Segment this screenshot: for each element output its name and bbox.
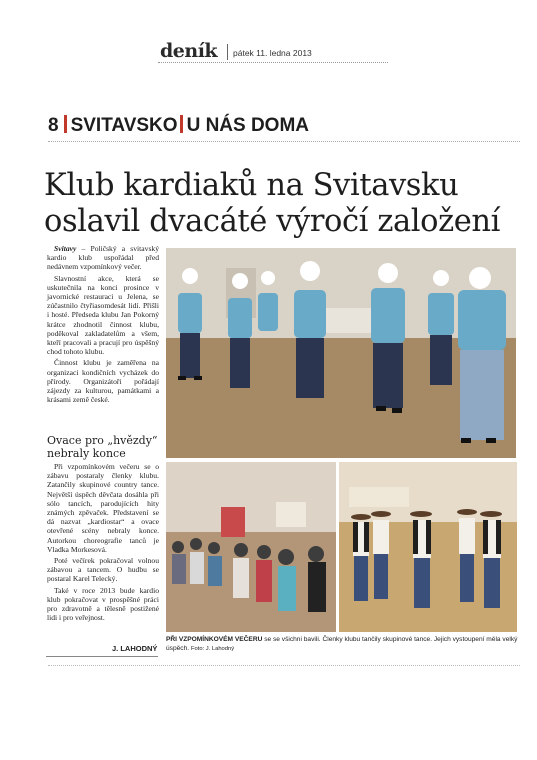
caption-text: se se všichni bavili.: [262, 636, 323, 643]
article-body-continued: [47, 462, 159, 624]
caption-text-2: Členky klubu tančily skupinové tance. Jejich vystoupení měla velký úspěch.: [166, 636, 518, 652]
article-paragraph: Také v roce 2013 bude kardio klub pokračovat v prospěšné práci pro zdravotně a tělesně postižené lidi i pro veřejnost.: [47, 585, 159, 623]
issue-date: pátek 11. ledna 2013: [233, 48, 312, 58]
photo-country-line-dance: [339, 462, 517, 632]
article-paragraph: Činnost klubu je zaměřena na organizaci kondičních vycházek do přírody. Organizátoři pořádají zájezdy za kulturou, památkami a krásami země české.: [47, 358, 159, 405]
section-rubric: U NÁS DOMA: [186, 115, 310, 136]
article-body: [47, 244, 159, 406]
article-dateline: Svitavy: [54, 244, 77, 253]
masthead-rule: [158, 62, 388, 63]
column-rule: [46, 656, 158, 657]
masthead: [0, 38, 537, 64]
photo-credit: Foto: J. Lahodný: [190, 645, 235, 652]
section-header: [48, 115, 309, 139]
caption-lead: PŘI VZPOMÍNKOVÉM VEČERU: [166, 636, 263, 643]
photo-caption: [166, 636, 518, 653]
footer-rule: [48, 665, 520, 666]
article-byline: J. LAHODNÝ: [112, 644, 158, 653]
photo-guests-dancing: [166, 462, 336, 632]
section-region: SVITAVSKO: [70, 115, 178, 136]
article-paragraph: Při vzpomínkovém večeru se o zábavu postaraly členky klubu. Zatančily skupinové country tance. Největší úspěch děvčata dosáhla při sólo tancích, parodujících hity známých zpěvaček. Představení se dá nazvat „kardiostar“ a ovace otevřené scény nebraly konce. Autorkou choreografie tanců je Vladka Morkesová.: [47, 462, 159, 554]
section-divider-bar: [64, 115, 67, 133]
section-divider-bar: [180, 115, 183, 133]
section-rule: [48, 141, 520, 142]
article-paragraph: Poté večírek pokračoval volnou zábavou a tancem. O hudbu se postaral Karel Telecký.: [47, 556, 159, 584]
article-subhead: Ovace pro „hvězdy“ nebraly konce: [47, 434, 158, 460]
article-paragraph: Slavnostní akce, která se uskutečnila na konci prosince v javornické restauraci u Jelena, se zúčastnilo čtyřiasomdesát lidí. Přišli i hosté. Předseda klubu Jan Pokorný krátce zhodnotil činnost klubu, poděkoval zakladatelům a všem, kteří pracovali a pracují pro úspěšný chod tohoto klubu.: [47, 273, 159, 357]
article-paragraph: Svitavy – Poličský a svitavský kardio klub uspořádal před nedávnem vzpomínkový večer.: [47, 244, 159, 272]
article-headline: Klub kardiaků na Svitavsku oslavil dvacáté výročí založení: [44, 168, 501, 239]
page-number: 8: [48, 115, 59, 136]
newspaper-brand: deník: [160, 40, 218, 62]
masthead-separator: [227, 44, 228, 60]
main-photo-dancers: [166, 248, 516, 458]
